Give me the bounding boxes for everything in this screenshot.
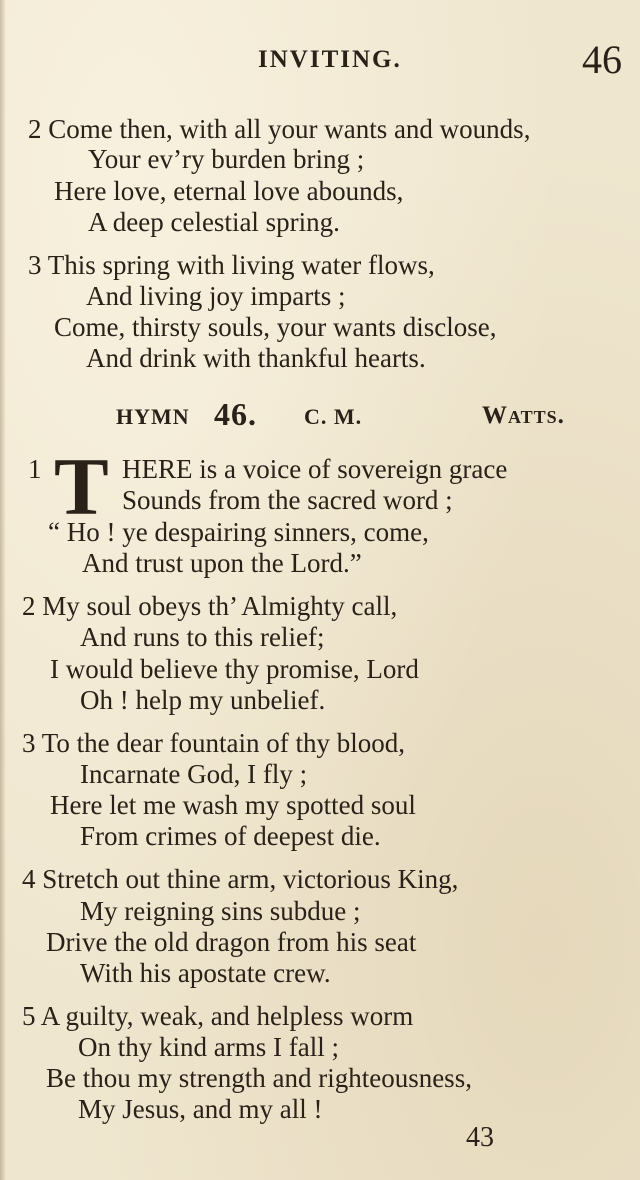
stanza-line: And drink with thankful hearts. — [86, 343, 426, 373]
stanza-number: 4 — [22, 864, 36, 894]
stanza-line: Here let me wash my spotted soul — [50, 790, 416, 820]
stanza-text: A guilty, weak, and helpless worm — [40, 1001, 414, 1031]
hymn-meter: C. M. — [304, 404, 363, 429]
stanza-line: Here love, eternal love abounds, — [54, 176, 404, 206]
stanza-line — [28, 114, 530, 144]
page-number: 46 — [582, 37, 622, 82]
stanza-line: HERE is a voice of sovereign grace — [122, 454, 508, 484]
stanza-line: Sounds from the sacred word ; — [122, 485, 453, 515]
stanza-line — [22, 591, 397, 621]
stanza-text: To the dear fountain of thy blood, — [41, 728, 406, 758]
stanza-line: Incarnate God, I fly ; — [80, 759, 308, 789]
stanza-number: 1 — [28, 454, 42, 484]
stanza-text: Come then, with all your wants and wounds, — [48, 114, 531, 144]
stanza-line: And trust upon the Lord.” — [82, 548, 362, 578]
stanza-line — [28, 250, 435, 280]
stanza-line — [22, 864, 458, 894]
stanza-text: This spring with living water flows, — [47, 250, 435, 280]
stanza-line: I would believe thy promise, Lord — [50, 654, 419, 684]
stanza-number: 2 — [22, 591, 36, 621]
page-header — [0, 36, 640, 86]
stanza-line: Oh ! help my unbelief. — [80, 685, 326, 715]
stanza-line: From crimes of deepest die. — [80, 821, 381, 851]
stanza-text: Stretch out thine arm, victorious King, — [42, 864, 459, 894]
stanza-line: A deep celestial spring. — [88, 207, 340, 237]
stanza-line — [22, 728, 405, 758]
stanza-line — [22, 1001, 413, 1031]
drop-cap: T — [54, 441, 109, 532]
stanza-line: Come, thirsty souls, your wants disclose, — [54, 312, 497, 342]
stanza-line: “ Ho ! ye despairing sinners, come, — [48, 517, 429, 547]
stanza-line: My Jesus, and my all ! — [78, 1094, 323, 1124]
stanza-line: On thy kind arms I fall ; — [78, 1032, 339, 1062]
stanza-number: 3 — [22, 728, 36, 758]
hymn-label: HYMN — [116, 404, 190, 429]
stanza-number: 2 — [28, 114, 42, 144]
hymn-heading — [0, 396, 640, 436]
running-head: INVITING. — [258, 46, 402, 73]
stanza-line: My reigning sins subdue ; — [80, 896, 361, 926]
stanza-line: And living joy imparts ; — [86, 281, 346, 311]
signature-mark: 43 — [466, 1122, 494, 1153]
stanza-line: Your ev’ry burden bring ; — [88, 144, 365, 174]
stanza-line: And runs to this relief; — [80, 622, 325, 652]
stanza-number: 3 — [28, 250, 42, 280]
stanza-number: 5 — [22, 1001, 36, 1031]
page-edge-shadow — [0, 0, 6, 1180]
stanza-line: Be thou my strength and righteousness, — [46, 1063, 472, 1093]
hymn-number: 46. — [214, 396, 257, 432]
hymn-author: Watts. — [482, 402, 565, 429]
stanza-line: Drive the old dragon from his seat — [46, 927, 417, 957]
stanza-text: My soul obeys th’ Almighty call, — [42, 591, 398, 621]
stanza-line: With his apostate crew. — [80, 958, 331, 988]
